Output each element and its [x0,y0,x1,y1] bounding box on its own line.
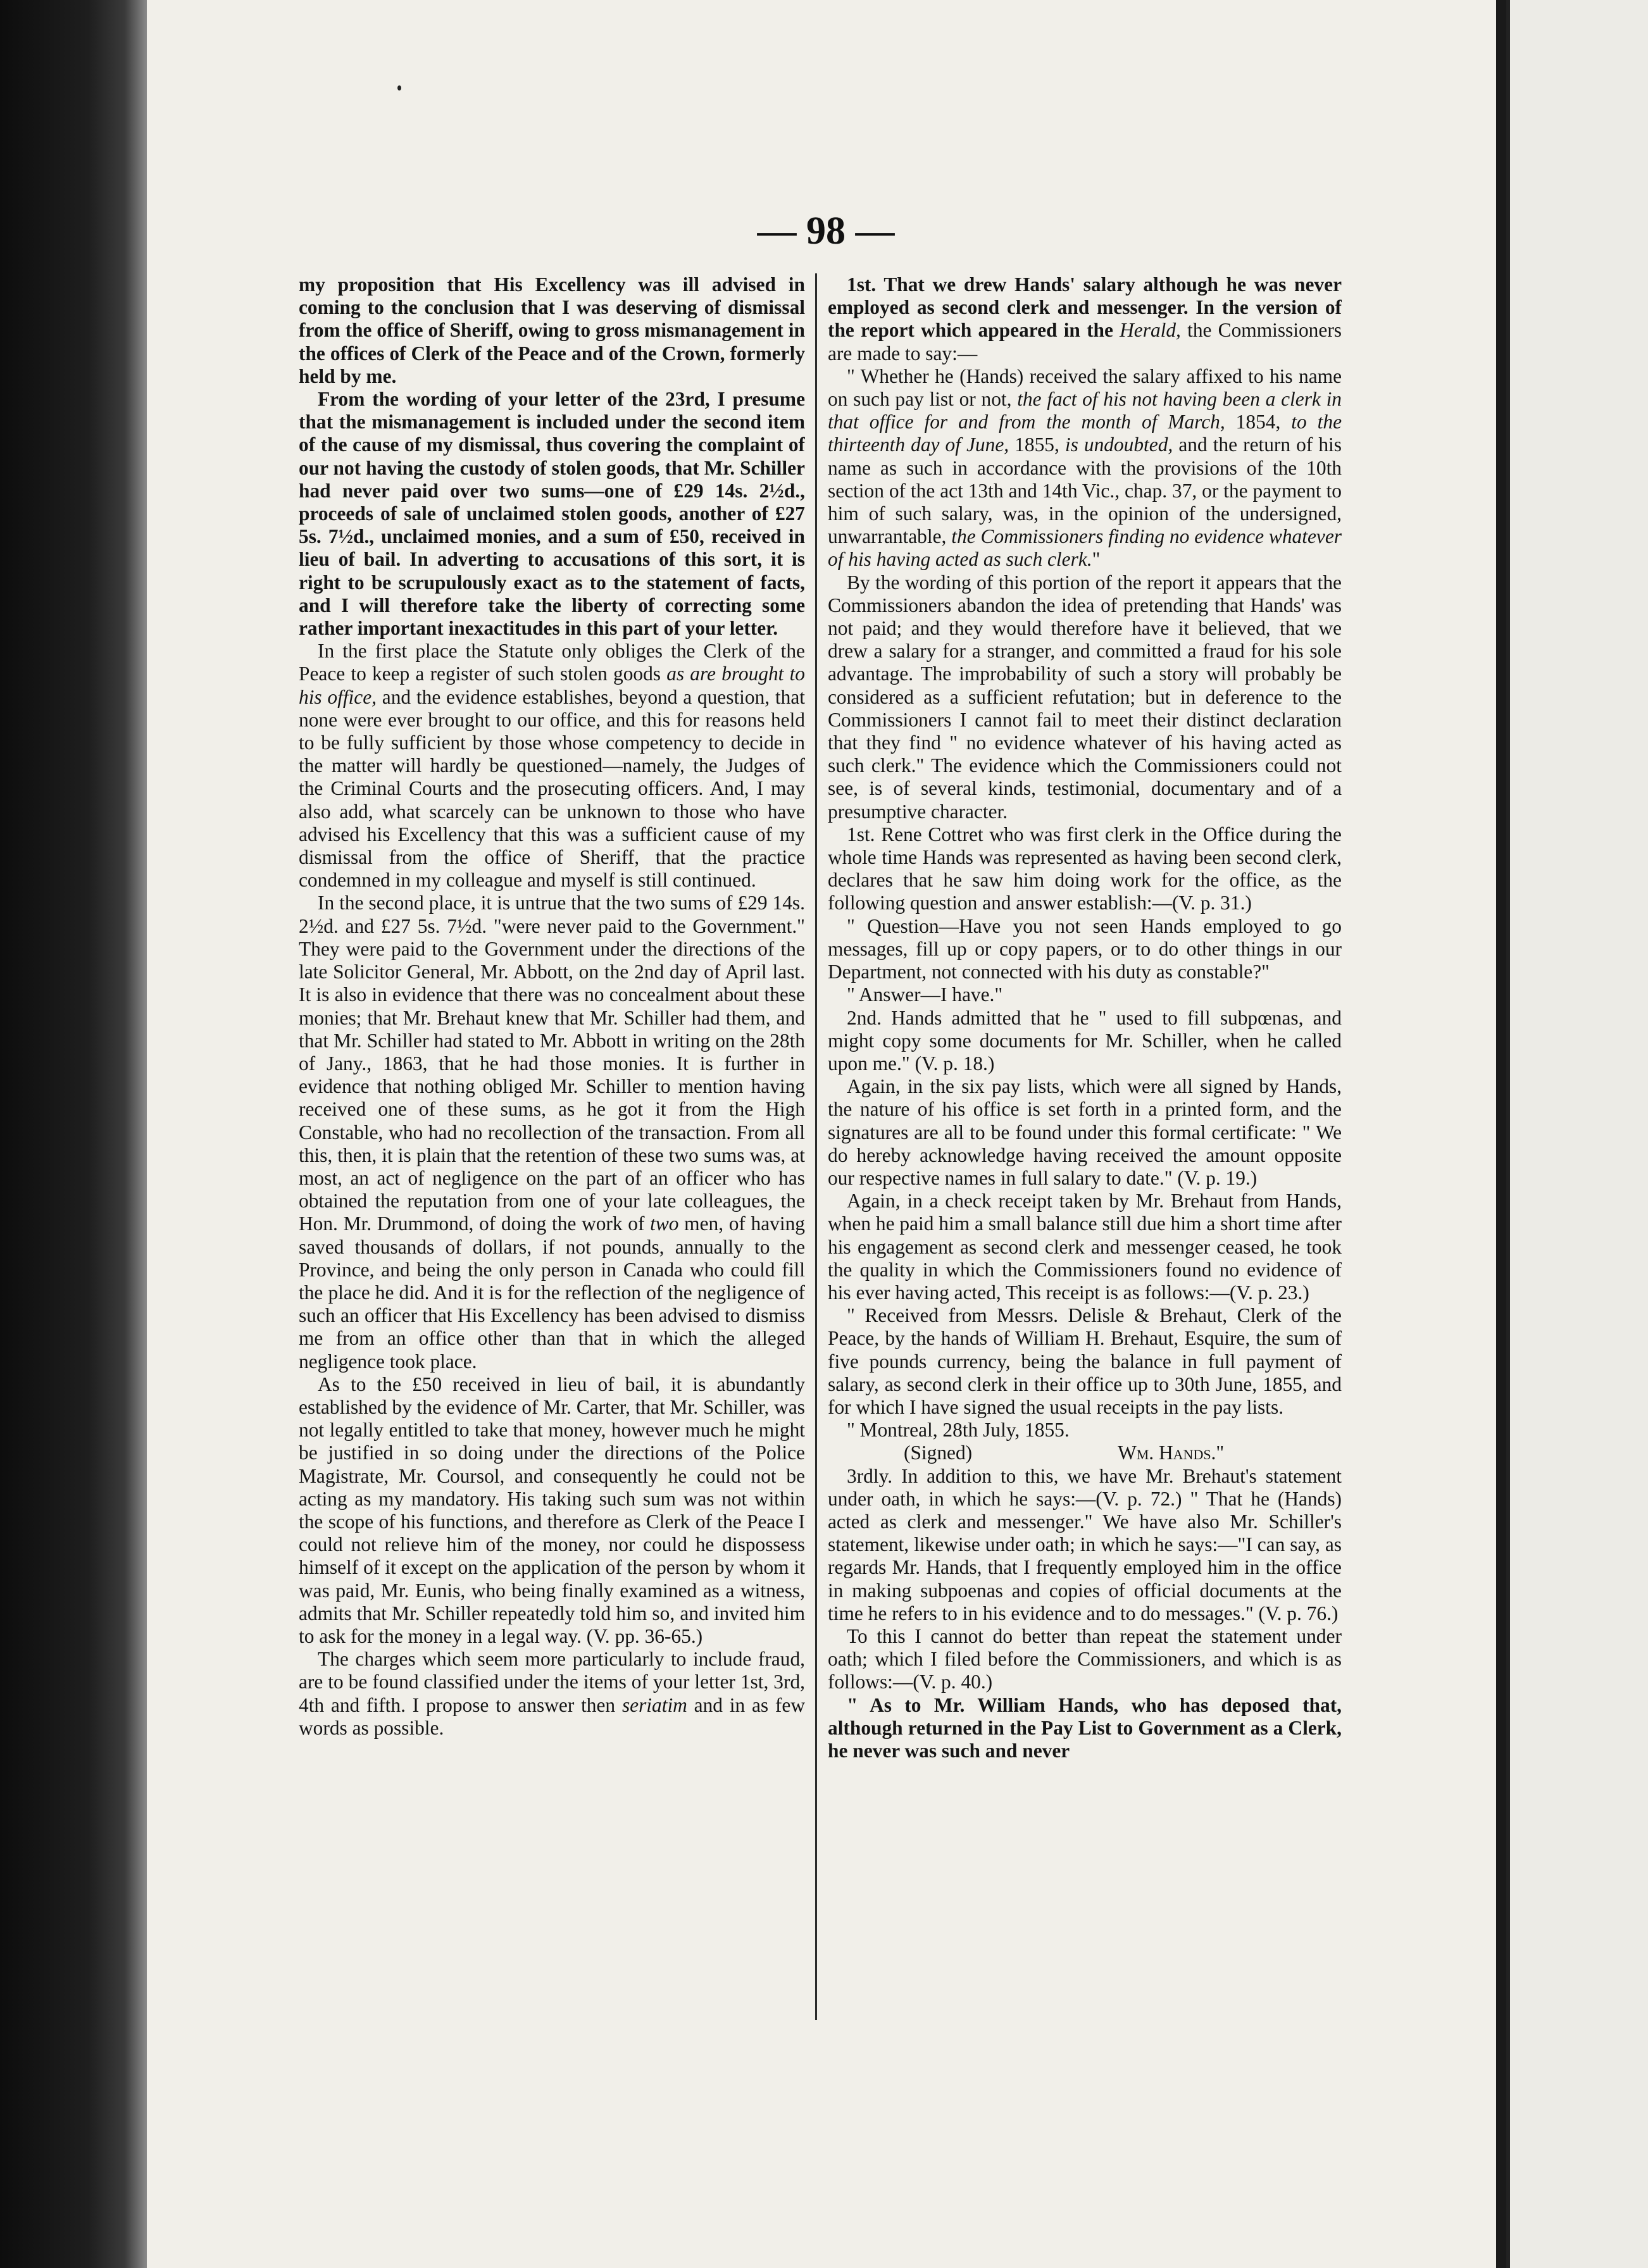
quotation: " Answer—I have." [847,983,1003,1006]
paragraph: Again, in a check receipt taken by Mr. Brehaut from Hands, when he paid him a small balance still due him a short time after his engagement as second clerk and messenger ceased, he took the quality in which the Commissioners found no evidence of his ever having acted, This receipt is as follows:—(V. p. 23.) [828,1190,1342,1304]
emphasis: the Commissioners finding no evidence whatever of his having acted as such clerk. [828,525,1342,571]
paragraph: By the wording of this portion of the report it appears that the Commissioners abandon the idea of pretending that Hands' was not paid; and they would therefore have it believed, that we drew a salary for a stranger, and committed a fraud for his sole advantage. The improbability of such a story will probably be considered as a sufficient refutation; but in deference to the Commissioners I cannot fail to meet their distinct declaration that they find " no evidence whatever of his having acted as such clerk." The evidence which the Commissioners could not see, is of several kinds, testimonial, documentary and of a presumptive character. [828,571,1342,823]
quotation [828,1694,1342,1763]
quotation [828,365,1342,571]
paragraph: To this I cannot do better than repeat the statement under oath; which I filed before the Commissioners, and which is as follows:—(V. p. 40.) [828,1624,1342,1693]
paragraph-text: In the first place the Statute only obliges the Clerk of the Peace to keep a register of such stolen goods [299,640,805,685]
emphasis: the fact of his not having been a clerk in that office for and from the month of March, [828,388,1342,433]
page-number: — 98 — [757,209,895,252]
paragraph: Again, in the six pay lists, which were all signed by Hands, the nature of his office is set forth in a printed form, and the signatures are all to be found under this formal certificate: " We do hereby acknowledge having received the amount opposite our respective names in full salary to date." (V. p. 19.) [828,1075,1342,1189]
emphasis: as are brought to his office, [299,663,805,708]
adjacent-page-edge [1506,0,1648,2268]
paragraph [828,273,1342,365]
paragraph-text: 1855, [1009,433,1065,456]
emphasis: seriatim [621,1693,687,1716]
right-column [828,273,1342,2020]
book-binding [0,0,147,2268]
paragraph-text: The charges which seem more particularly to include fraud, are to be found classified under the items of your letter 1st, 3rd, 4th and fifth. I propose to answer then [299,1648,805,1716]
paragraph: 3rdly. In addition to this, we have Mr. Brehaut's statement under oath, in which he says:—(V. p. 72.) " That he (Hands) acted as clerk and messenger." We have also Mr. Schiller's statement, likewise under oath; in which he says:—"I can say, as regards Mr. Hands, that I frequently employed him in the office in making subpoenas and copies of official documents at the time he refers to in his evidence and to do messages." (V. p. 76.) [828,1464,1342,1624]
paragraph-text: From the wording of your letter of the 23rd, I presume that the mismanagement is included under the second item of the cause of my dismissal, thus covering the complaint of our not having the custody of stolen goods, that Mr. Schiller had never paid over two sums—one of £29 14s. 2½d., proceeds of sale of unclaimed stolen goods, another of £27 5s. 7½d., unclaimed monies, and a sum of £50, received in lieu of bail. In adverting to accusations of this sort, it is right to be scrupulously exact as to the statement of facts, and I will therefore take the liberty of correcting some rather important inexactitudes in this part of your letter. [299,388,805,640]
emphasis: to the thirteenth day of June, [828,411,1342,456]
paragraph: As to the £50 received in lieu of bail, it is abundantly established by the evidence of Mr. Carter, that Mr. Schiller, was not legally entitled to take that money, however much he might be justified in so doing under the directions of the Police Magistrate, Mr. Coursol, and consequently he could not be acting as my mandatory. His taking such sum was not within the scope of his functions, and therefore as Clerk of the Peace I could not relieve him of the money, nor could he dispossess himself of it except on the application of the person by whom it was paid, Mr. Eunis, who being finally examined as a witness, admits that Mr. Schiller repeatedly told him so, and invited him to ask for the money in a legal way. (V. pp. 36-65.) [299,1373,805,1647]
paragraph [299,388,805,640]
paragraph-text: 1854, [1225,411,1292,433]
quotation: " Received from Messrs. Delisle & Brehaut, Clerk of the Peace, by the hands of William H. Brehaut, Esquire, the sum of five pounds currency, being the balance in full payment of salary, as second clerk in their office up to 30th June, 1855, and for which I have signed the usual receipts in the pay lists. [828,1304,1342,1418]
emphasis: two [650,1212,679,1235]
signatory-name: Wm. Hands." [1118,1442,1225,1464]
paragraph [299,640,805,892]
paragraph: 1st. Rene Cottret who was first clerk in the Office during the whole time Hands was represented as having been second clerk, declares that he saw him doing work for the office, as the following question and answer establish:—(V. p. 31.) [828,823,1342,914]
paragraph [299,1648,805,1740]
quotation: " Question—Have you not seen Hands employed to go messages, fill up or copy papers, or to do other things in our Department, not connected with his duty as constable?" [828,914,1342,983]
paragraph-text: " Whether he (Hands) received the salary affixed to his name on such pay list or not, [828,364,1342,411]
paragraph-text: and in as few words as possible. [299,1693,805,1739]
emphasis: Herald, [1120,319,1181,342]
paragraph-text: men, of having saved thousands of dollars, if not pounds, annually to the Province, and being the only person in Canada who could fill the place he did. And it is for the reflection of the negligence of such an officer that His Excellency has been advised to dismiss me from an office other than that in which the alleged negligence took place. [299,1212,805,1373]
paragraph [299,892,805,1373]
paragraph-text: 1st. That we drew Hands' salary although he was never employed as second clerk and messenger. In the version of the report which appeared in the [828,273,1342,342]
paragraph-text: " As to Mr. William Hands, who has deposed that, although returned in the Pay List to Government as a Clerk, he never was such and never [828,1693,1342,1762]
paragraph-text: In the second place, it is untrue that the two sums of £29 14s. 2½d. and £27 5s. 7½d. "were never paid to the Government." They were paid to the Government under the directions of the late Solicitor General, Mr. Abbott, on the 2nd day of April last. It is also in evidence that there was no concealment about these monies; that Mr. Brehaut knew that Mr. Schiller had them, and that Mr. Schiller had stated to Mr. Abbott in writing on the 28th of Jany., 1863, that he had those monies. It is further in evidence that nothing obliged Mr. Schiller to mention having received one of these sums, as he got it from the High Constable, who had no recollection of the transaction. From all this, then, it is plain that the retention of these two sums was, at most, an act of negligence on the part of an officer who has obtained the reputation from one of your late colleagues, the Hon. Mr. Drummond, of doing the work of [299,892,805,1235]
emphasis: is undoubted, [1064,433,1173,456]
paragraph: my proposition that His Excellency was ill advised in coming to the conclusion that I was deserving of dismissal from the office of Sheriff, owing to gross mismanagement in the offices of Clerk of the Peace and of the Crown, formerly held by me. [299,273,805,387]
paragraph-text: the Commissioners are made to say:— [828,319,1342,364]
quotation-date: " Montreal, 28th July, 1855. [847,1419,1070,1442]
paragraph-text: and the evidence establishes, beyond a question, that none were ever brought to our office, and this for reasons held to be fully sufficient by those whose competency to decide in the matter will hardly be questioned—namely, the Judges of the Criminal Courts and the prosecuting officers. And, I may also add, what scarcely can be unknown to those who have advised his Excellency that this was a sufficient cause of my dismissal from the office of Sheriff, that the practice condemned in my colleague and myself is still continued. [299,685,805,892]
column-divider [815,273,817,2020]
left-column [299,273,805,2020]
paragraph-text: and the return of his name as such in accordance with the provisions of the 10th section of the act 13th and 14th Vic., chap. 37, or the payment to him of such salary, was, in the opinion of the undersigned, unwarrantable, [828,433,1342,548]
paragraph-text: " [1092,548,1101,571]
paragraph: 2nd. Hands admitted that he " used to fill subpœnas, and might copy some documents for Mr. Schiller, when he called upon me." (V. p. 18.) [828,1006,1342,1075]
signed-label: (Signed) [904,1442,973,1464]
ink-speck [397,85,401,90]
signature-line [828,1442,1342,1464]
